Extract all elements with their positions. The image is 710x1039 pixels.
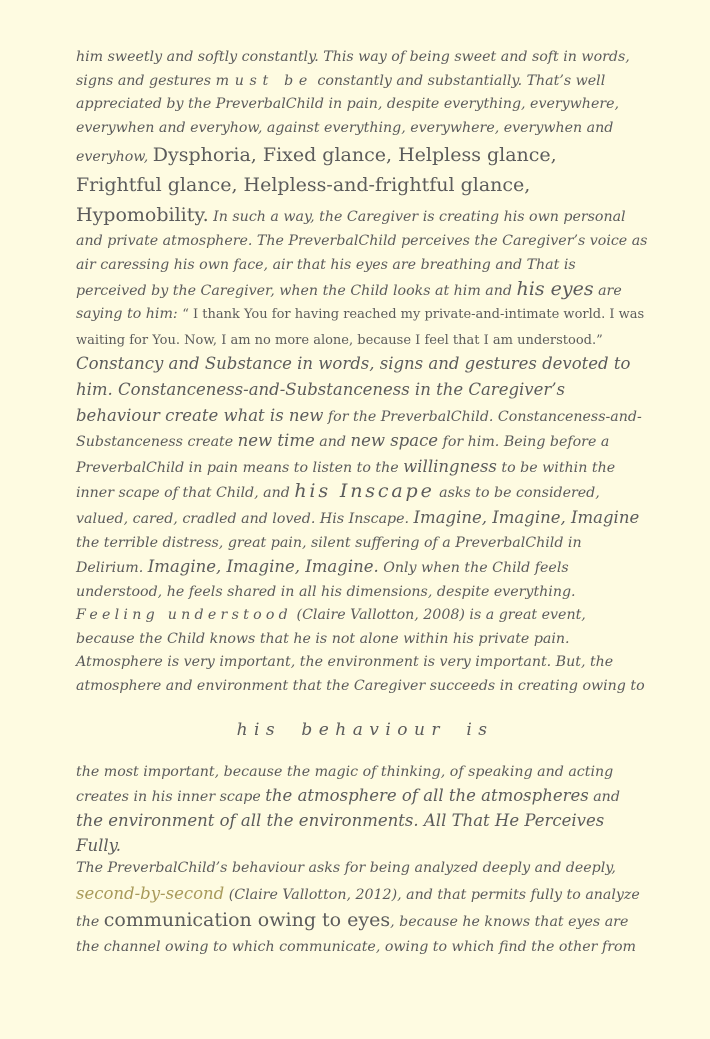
emphasis-new-space: new space (350, 431, 439, 451)
emphasis-feeling-understood: Feeling understood (76, 607, 293, 624)
text-run: (Claire Vallotton, 2008) is a great event, because the Child knows that he is not alone within his private pain. Atmosphere is very important, the environment is very important. But, the atmosphere and environment that the Caregiver succeeds in creating owing to (76, 607, 645, 695)
emphasis-imagine-2: Imagine, Imagine, Imagine. (147, 557, 379, 577)
emphasis-atmosphere: the atmosphere of all the atmospheres (265, 786, 589, 805)
emphasis-must-be: must be (215, 72, 313, 89)
text-run: to be within the inner scape of that Child, and (76, 459, 616, 502)
text-run: for him. Being before a PreverbalChild in pain means to listen to the (76, 434, 610, 476)
text-run: are saying to him: (76, 282, 622, 323)
text-run: asks to be considered, valued, cared, cradled and loved. His Inscape. (76, 485, 600, 527)
centered-line: his behaviour is (236, 720, 494, 740)
emphasis-his-inscape: his Inscape (294, 480, 435, 503)
text-run: (Claire Vallotton, 2012), and that permits fully to analyze the (76, 887, 640, 930)
emphasis-willingness: willingness (403, 456, 497, 476)
emphasis-environment: the environment of all the environments. All That He Perceives Fully. (76, 811, 605, 855)
text-run: In such a way, the Caregiver is creating his own personal and private atmosphere. The PreverbalChild perceives the Caregiver’s voice as air caressing his own face, air that his eyes are breathing and That is perceived by the Caregiver, when the Child looks at him and (76, 209, 648, 299)
text-run: Only when the Child feels understood, he feels shared in all his dimensions, despite everything. (76, 560, 576, 600)
symptoms-list: Dysphoria, Fixed glance, Helpless glance, Frightful glance, Helpless-and-frightful glance, Hypomobility. (76, 144, 557, 227)
emphasis-his-eyes: his eyes (516, 277, 594, 300)
text-run: and (314, 434, 351, 451)
text-run: for the PreverbalChild. Constanceness-and-Substanceness create (76, 408, 642, 451)
emphasis-communication-eyes: communication owing to eyes (103, 909, 391, 931)
text-run: and (588, 789, 620, 805)
paragraph-2 (76, 760, 648, 859)
text-run: him sweetly and softly constantly. This way of being sweet and soft in words, signs and gestures (76, 49, 630, 89)
emphasis-new: new (288, 405, 324, 425)
text-run: , because he knows that eyes are the channel owing to which communicate, owing to which find the other from (76, 914, 636, 955)
text-run: The PreverbalChild’s behaviour asks for being analyzed deeply and deeply, (76, 860, 616, 876)
emphasis-second-by-second: second-by-second (76, 884, 225, 903)
text-run: the terrible distress, great pain, silent suffering of a PreverbalChild in Delirium. (76, 534, 582, 577)
emphasis-new-time: new time (237, 431, 315, 451)
child-quote: “ I thank You for having reached my private-and-intimate world. I was waiting for You. Now, I am no more alone, because I feel that I am understood.” (76, 307, 645, 348)
paragraph-3 (76, 856, 648, 960)
text-run: constantly and substantially. That’s well appreciated by the PreverbalChild in pain, despite everything, everywhere, everywhen and everyhow, against everything, everywhere, everywhen and everyhow, (76, 72, 620, 166)
text-run: the most important, because the magic of thinking, of speaking and acting creates in his inner scape (76, 764, 614, 805)
emphasis-imagine: Imagine, Imagine, Imagine (413, 507, 640, 527)
text-run: Constancy and Substance in words, signs and gestures devoted to him. Constanceness-and-Substanceness in the Caregiver’s behaviour create what is (76, 354, 631, 425)
paragraph-1 (76, 46, 648, 699)
